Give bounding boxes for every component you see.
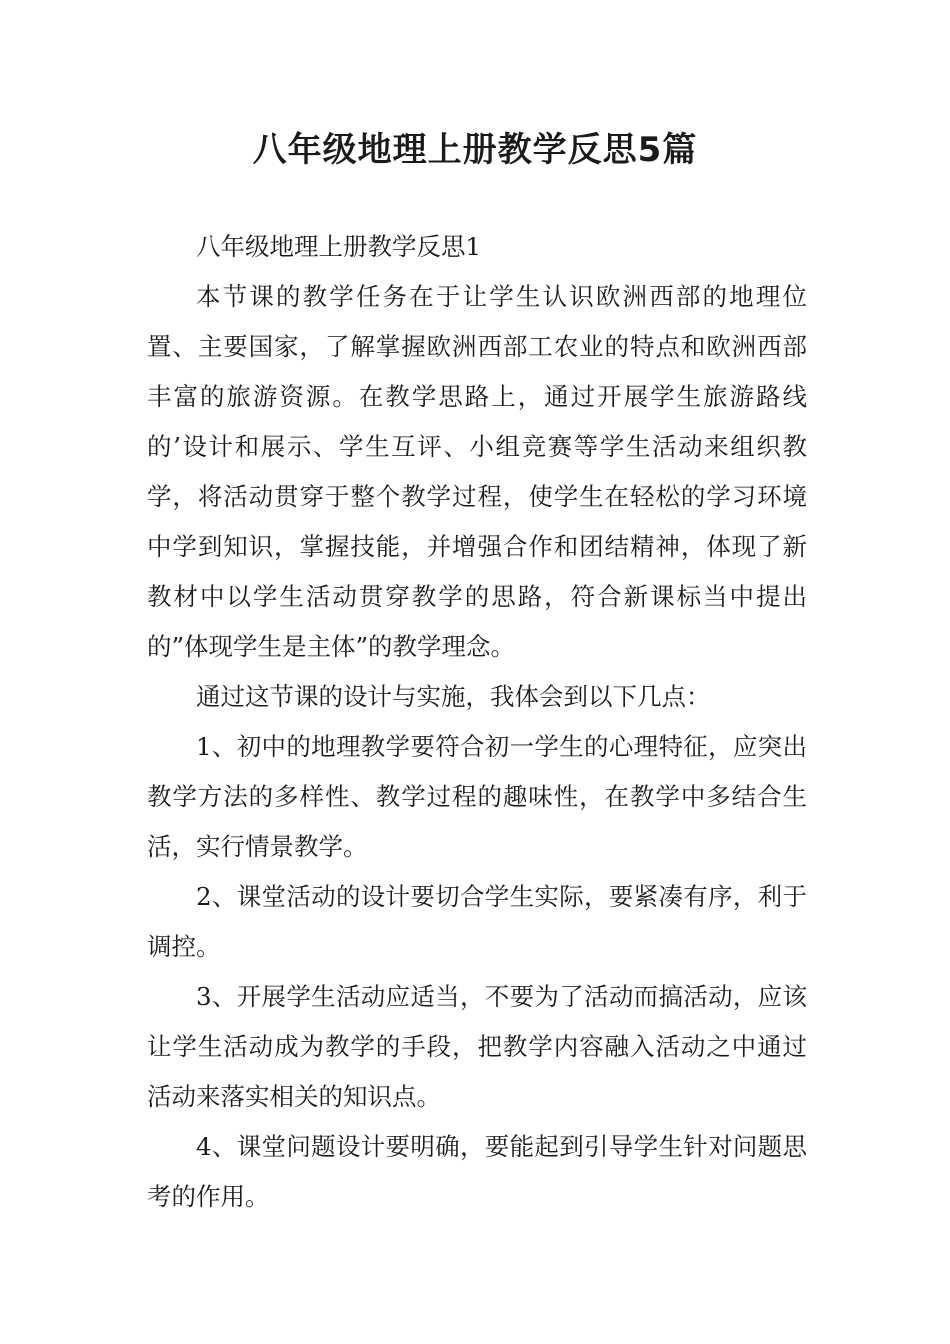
section-heading: 八年级地理上册教学反思1 [196,232,482,261]
paragraph-point-2: 2、课堂活动的设计要切合学生实际，要紧凑有序，利于调控。 [147,882,807,961]
paragraph-point-4: 4、课堂问题设计要明确，要能起到引导学生针对问题思考的作用。 [147,1132,807,1211]
paragraph-intro: 本节课的教学任务在于让学生认识欧洲西部的地理位置、主要国家，了解掌握欧洲西部工农业的特点和欧洲西部丰富的旅游资源。在教学思路上，通过开展学生旅游路线的’设计和展示、学生互评、小组竞赛等学生活动来组织教学，将活动贯穿于整个教学过程，使学生在轻松的学习环境中学到知识，掌握技能，并增强合作和团结精神，体现了新教材中以学生活动贯穿教学的思路，符合新课标当中提出的”体现学生是主体”的教学理念。 [147,282,807,661]
document-body [147,222,807,1222]
paragraph-point-1: 1、初中的地理教学要符合初一学生的心理特征，应突出教学方法的多样性、教学过程的趣味性，在教学中多结合生活，实行情景教学。 [147,732,807,861]
paragraph-point-3: 3、开展学生活动应适当，不要为了活动而搞活动，应该让学生活动成为教学的手段，把教学内容融入活动之中通过活动来落实相关的知识点。 [147,982,807,1111]
paragraph-summary: 通过这节课的设计与实施，我体会到以下几点： [196,682,711,711]
document-title: 八年级地理上册教学反思5篇 [252,130,698,170]
